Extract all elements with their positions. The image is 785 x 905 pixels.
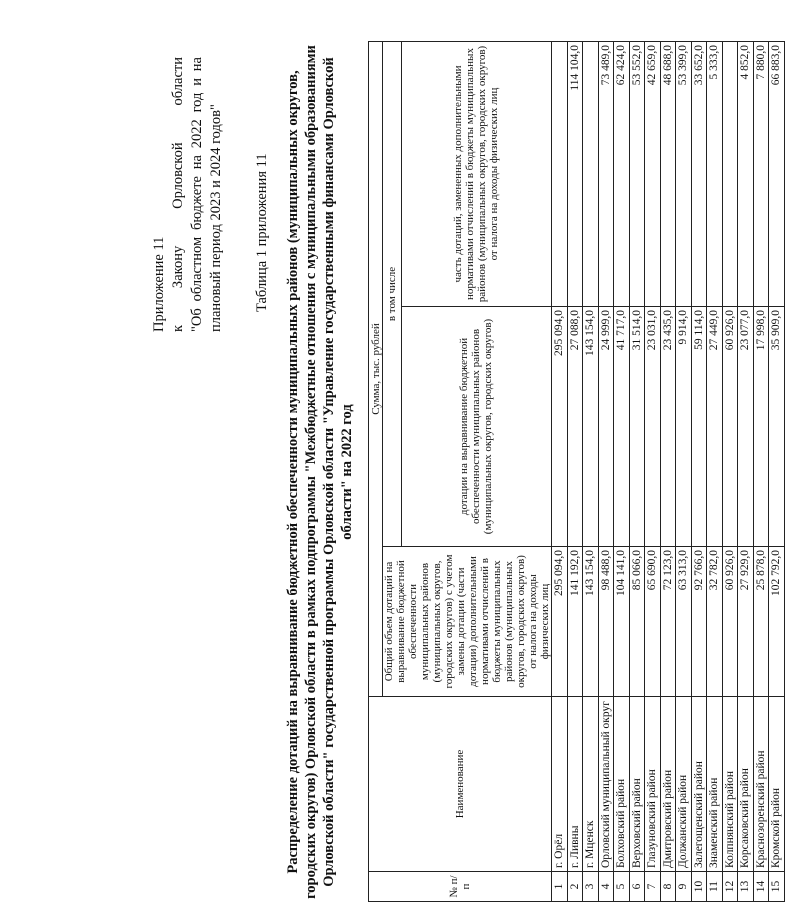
table-row bbox=[769, 42, 785, 902]
row-replaced-part: 53 552,0 bbox=[629, 42, 645, 307]
row-name: г. Орёл bbox=[552, 697, 568, 872]
row-name: Кромской район bbox=[769, 697, 785, 872]
row-total: 72 123,0 bbox=[660, 547, 676, 697]
row-total: 141 192,0 bbox=[567, 547, 583, 697]
table-row bbox=[583, 42, 599, 902]
table-row bbox=[552, 42, 568, 902]
row-total: 65 690,0 bbox=[645, 547, 661, 697]
row-number: 11 bbox=[707, 872, 723, 902]
table-row bbox=[614, 42, 630, 902]
appendix-line-2: к Закону Орловской области bbox=[170, 57, 186, 332]
row-name: Верховский район bbox=[629, 697, 645, 872]
row-number: 4 bbox=[598, 872, 614, 902]
row-number: 10 bbox=[691, 872, 707, 902]
row-replaced-part: 42 659,0 bbox=[645, 42, 661, 307]
row-grant: 143 154,0 bbox=[583, 307, 599, 547]
row-grant: 9 914,0 bbox=[676, 307, 692, 547]
row-replaced-part: 33 652,0 bbox=[691, 42, 707, 307]
row-total: 98 488,0 bbox=[598, 547, 614, 697]
row-number: 13 bbox=[738, 872, 754, 902]
table-row bbox=[691, 42, 707, 902]
row-number: 8 bbox=[660, 872, 676, 902]
row-total: 60 926,0 bbox=[722, 547, 738, 697]
table-row bbox=[707, 42, 723, 902]
row-name: г. Мценск bbox=[583, 697, 599, 872]
row-grant: 31 514,0 bbox=[629, 307, 645, 547]
row-name: Краснозоренский район bbox=[753, 697, 769, 872]
row-total: 143 154,0 bbox=[583, 547, 599, 697]
row-replaced-part: 48 688,0 bbox=[660, 42, 676, 307]
table-row bbox=[676, 42, 692, 902]
table-row bbox=[629, 42, 645, 902]
row-number: 7 bbox=[645, 872, 661, 902]
row-grant: 295 094,0 bbox=[552, 307, 568, 547]
row-total: 85 066,0 bbox=[629, 547, 645, 697]
header-including: в том числе bbox=[383, 42, 402, 547]
row-name: Глазуновский район bbox=[645, 697, 661, 872]
row-number: 12 bbox=[722, 872, 738, 902]
row-total: 104 141,0 bbox=[614, 547, 630, 697]
table-body bbox=[552, 42, 785, 902]
row-number: 15 bbox=[769, 872, 785, 902]
row-replaced-part: 53 399,0 bbox=[676, 42, 692, 307]
row-replaced-part: 66 883,0 bbox=[769, 42, 785, 307]
row-grant: 17 998,0 bbox=[753, 307, 769, 547]
row-grant: 60 926,0 bbox=[722, 307, 738, 547]
table-row bbox=[753, 42, 769, 902]
row-grant: 27 088,0 bbox=[567, 307, 583, 547]
appendix-heading bbox=[150, 57, 226, 332]
header-total: Общий объем дотаций на выравнивание бюджетной обеспеченности муниципальных районов (муниципальных округов, городских округов) с учетом замены дотации (части дотации) дополнительными нормативами отчислений в бюджеты муниципальных районов (муниципальных округов, городских округов) от налога на доходы физических лиц bbox=[383, 547, 552, 697]
row-total: 92 766,0 bbox=[691, 547, 707, 697]
row-name: Должанский район bbox=[676, 697, 692, 872]
appendix-line-4: плановый период 2023 и 2024 годов" bbox=[208, 104, 224, 332]
table-header bbox=[369, 42, 552, 902]
row-replaced-part bbox=[583, 42, 599, 307]
appendix-line-3: "Об областном бюджете на 2022 год и на bbox=[189, 57, 205, 332]
row-name: Залегощенский район bbox=[691, 697, 707, 872]
table-row bbox=[660, 42, 676, 902]
row-number: 1 bbox=[552, 872, 568, 902]
row-grant: 27 449,0 bbox=[707, 307, 723, 547]
header-name: Наименование bbox=[369, 697, 552, 872]
row-total: 27 929,0 bbox=[738, 547, 754, 697]
table-row bbox=[598, 42, 614, 902]
table-note: Таблица 1 приложения 11 bbox=[254, 153, 270, 312]
header-sum: Сумма, тыс. рублей bbox=[369, 42, 383, 697]
row-name: Знаменский район bbox=[707, 697, 723, 872]
row-name: г. Ливны bbox=[567, 697, 583, 872]
row-grant: 23 031,0 bbox=[645, 307, 661, 547]
table-row bbox=[738, 42, 754, 902]
row-name: Болховский район bbox=[614, 697, 630, 872]
row-total: 102 792,0 bbox=[769, 547, 785, 697]
row-total: 295 094,0 bbox=[552, 547, 568, 697]
row-name: Дмитровский район bbox=[660, 697, 676, 872]
row-replaced-part bbox=[552, 42, 568, 307]
row-grant: 35 909,0 bbox=[769, 307, 785, 547]
row-replaced-part: 7 880,0 bbox=[753, 42, 769, 307]
row-name: Орловский муниципальный округ bbox=[598, 697, 614, 872]
document-title: Распределение дотаций на выравнивание бюджетной обеспеченности муниципальных районов (муниципальных округов, городских округов) Орловской области в рамках подпрограммы "Межбюджетные отношения с муниципальными образованиями Орловской области" государственной программы Орловской области "Управление государственными финансами Орловской области" на 2022 год bbox=[285, 45, 355, 899]
row-grant: 23 435,0 bbox=[660, 307, 676, 547]
row-replaced-part: 5 333,0 bbox=[707, 42, 723, 307]
row-grant: 24 999,0 bbox=[598, 307, 614, 547]
appendix-line-1: Приложение 11 bbox=[151, 236, 167, 332]
row-number: 3 bbox=[583, 872, 599, 902]
row-grant: 23 077,0 bbox=[738, 307, 754, 547]
row-replaced-part: 73 489,0 bbox=[598, 42, 614, 307]
row-total: 32 782,0 bbox=[707, 547, 723, 697]
rotated-document-page bbox=[150, 42, 783, 902]
row-total: 63 313,0 bbox=[676, 547, 692, 697]
row-replaced-part: 4 852,0 bbox=[738, 42, 754, 307]
table-row bbox=[645, 42, 661, 902]
header-grant: дотации на выравнивание бюджетной обеспеченности муниципальных районов (муниципальных округов, городских округов) bbox=[401, 307, 551, 547]
row-name: Колпнянский район bbox=[722, 697, 738, 872]
header-num: № п/п bbox=[369, 872, 552, 902]
row-grant: 41 717,0 bbox=[614, 307, 630, 547]
row-replaced-part: 114 104,0 bbox=[567, 42, 583, 307]
row-number: 5 bbox=[614, 872, 630, 902]
row-replaced-part bbox=[722, 42, 738, 307]
row-grant: 59 114,0 bbox=[691, 307, 707, 547]
row-number: 6 bbox=[629, 872, 645, 902]
table-row bbox=[722, 42, 738, 902]
row-number: 9 bbox=[676, 872, 692, 902]
row-total: 25 878,0 bbox=[753, 547, 769, 697]
header-replaced-part: часть дотаций, замененных дополнительными нормативами отчислений в бюджеты муниципальных районов (муниципальных округов, городских округов) от налога на доходы физических лиц bbox=[401, 42, 551, 307]
row-replaced-part: 62 424,0 bbox=[614, 42, 630, 307]
row-number: 2 bbox=[567, 872, 583, 902]
distribution-table bbox=[368, 41, 785, 902]
table-row bbox=[567, 42, 583, 902]
row-name: Корсаковский район bbox=[738, 697, 754, 872]
row-number: 14 bbox=[753, 872, 769, 902]
